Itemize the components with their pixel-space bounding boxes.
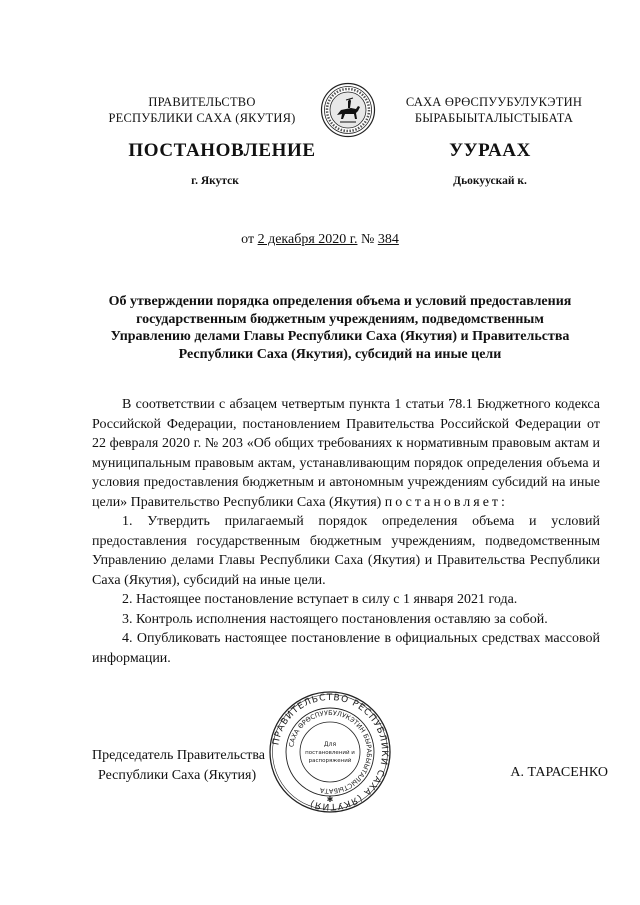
signatory-title-line1: Председатель Правительства bbox=[92, 748, 265, 763]
city-right: Дьокуускай к. bbox=[453, 175, 527, 187]
seal-center-line3: распоряжений bbox=[308, 758, 352, 764]
seal-inner-text: САХА ӨРӨСПУУБУЛУКЭТИН БЫРАБЫЫТАЛЫСТЫБАТА bbox=[287, 708, 374, 796]
signatory-title-line2: Республики Саха (Якутия) bbox=[98, 767, 257, 783]
list-item: 3. Контроль исполнения настоящего постановления оставляю за собой. bbox=[122, 611, 548, 627]
seal-center-line1: Для bbox=[323, 741, 337, 748]
seal-center-line2: постановлений и bbox=[305, 750, 355, 756]
signatory-title bbox=[92, 746, 292, 785]
decree-body bbox=[92, 395, 600, 668]
header-left-line2: РЕСПУБЛИКИ САХА (ЯКУТИЯ) bbox=[108, 111, 296, 125]
list-item: 4. Опубликовать настоящее постановление в официальных средствах массовой информации. bbox=[92, 631, 600, 666]
header-left bbox=[98, 94, 306, 126]
list-item: 2. Настоящее постановление вступает в силу с 1 января 2021 года. bbox=[122, 592, 518, 607]
heading-line: государственным бюджетным учреждениям, подведомственным bbox=[136, 311, 544, 327]
number-sign: № bbox=[360, 232, 375, 247]
coat-of-arms-icon bbox=[320, 82, 376, 138]
header-right bbox=[385, 94, 603, 126]
header-left-line1: ПРАВИТЕЛЬСТВО bbox=[148, 95, 256, 109]
list-item: 1. Утвердить прилагаемый порядок определения объема и условий предоставления государственным бюджетным учреждениям, подведомственным Управлению делами Главы Республики Саха (Якутия) и Правительства Республики Саха (Якутия), субсидий на иные цели. bbox=[92, 514, 600, 588]
preamble-paragraph bbox=[92, 395, 600, 512]
header-right-line1: САХА ӨРӨСПУУБУЛУКЭТИН bbox=[405, 95, 583, 109]
seal-outer-text: ПРАВИТЕЛЬСТВО РЕСПУБЛИКИ САХА (ЯКУТИЯ) bbox=[271, 692, 390, 812]
decree-word: постановляет: bbox=[384, 494, 508, 510]
seal-star-icon: ✱ bbox=[326, 795, 334, 804]
heading-line: Управлению делами Главы Республики Саха (Якутия) и Правительства bbox=[110, 329, 570, 344]
decree-heading bbox=[80, 293, 600, 363]
preamble-text: В соответствии с абзацем четвертым пункта 1 статьи 78.1 Бюджетного кодекса Российской Федерации, постановлением Правительства Российской Федерации от 22 февраля 2020 г. № 203 «Об общих требованиях к нормативным правовым актам и муниципальным правовым актам, устанавливающим порядок определения объема и условия предоставления бюджетным и автономным учреждениям субсидий на иные цели» Правительство Республики Саха (Якутия) bbox=[92, 397, 600, 510]
date-line bbox=[180, 232, 460, 248]
date-prefix: от bbox=[241, 232, 255, 247]
header-right-line2: БЫРАБЫЫТАЛЫСТЫБАТА bbox=[414, 111, 574, 125]
decree-number: 384 bbox=[377, 232, 399, 247]
official-stamp-icon bbox=[268, 690, 392, 814]
document-type-title-sakha: УУРААХ bbox=[449, 140, 531, 161]
date-value: 2 декабря 2020 г. bbox=[257, 232, 358, 247]
heading-line: Об утверждении порядка определения объема и условий предоставления bbox=[108, 294, 572, 309]
city-left: г. Якутск bbox=[191, 175, 239, 187]
signatory-name: А. ТАРАСЕНКО bbox=[510, 765, 608, 780]
heading-line: Республики Саха (Якутия), субсидий на иные цели bbox=[178, 346, 502, 362]
document-type-title: ПОСТАНОВЛЕНИЕ bbox=[128, 140, 316, 161]
